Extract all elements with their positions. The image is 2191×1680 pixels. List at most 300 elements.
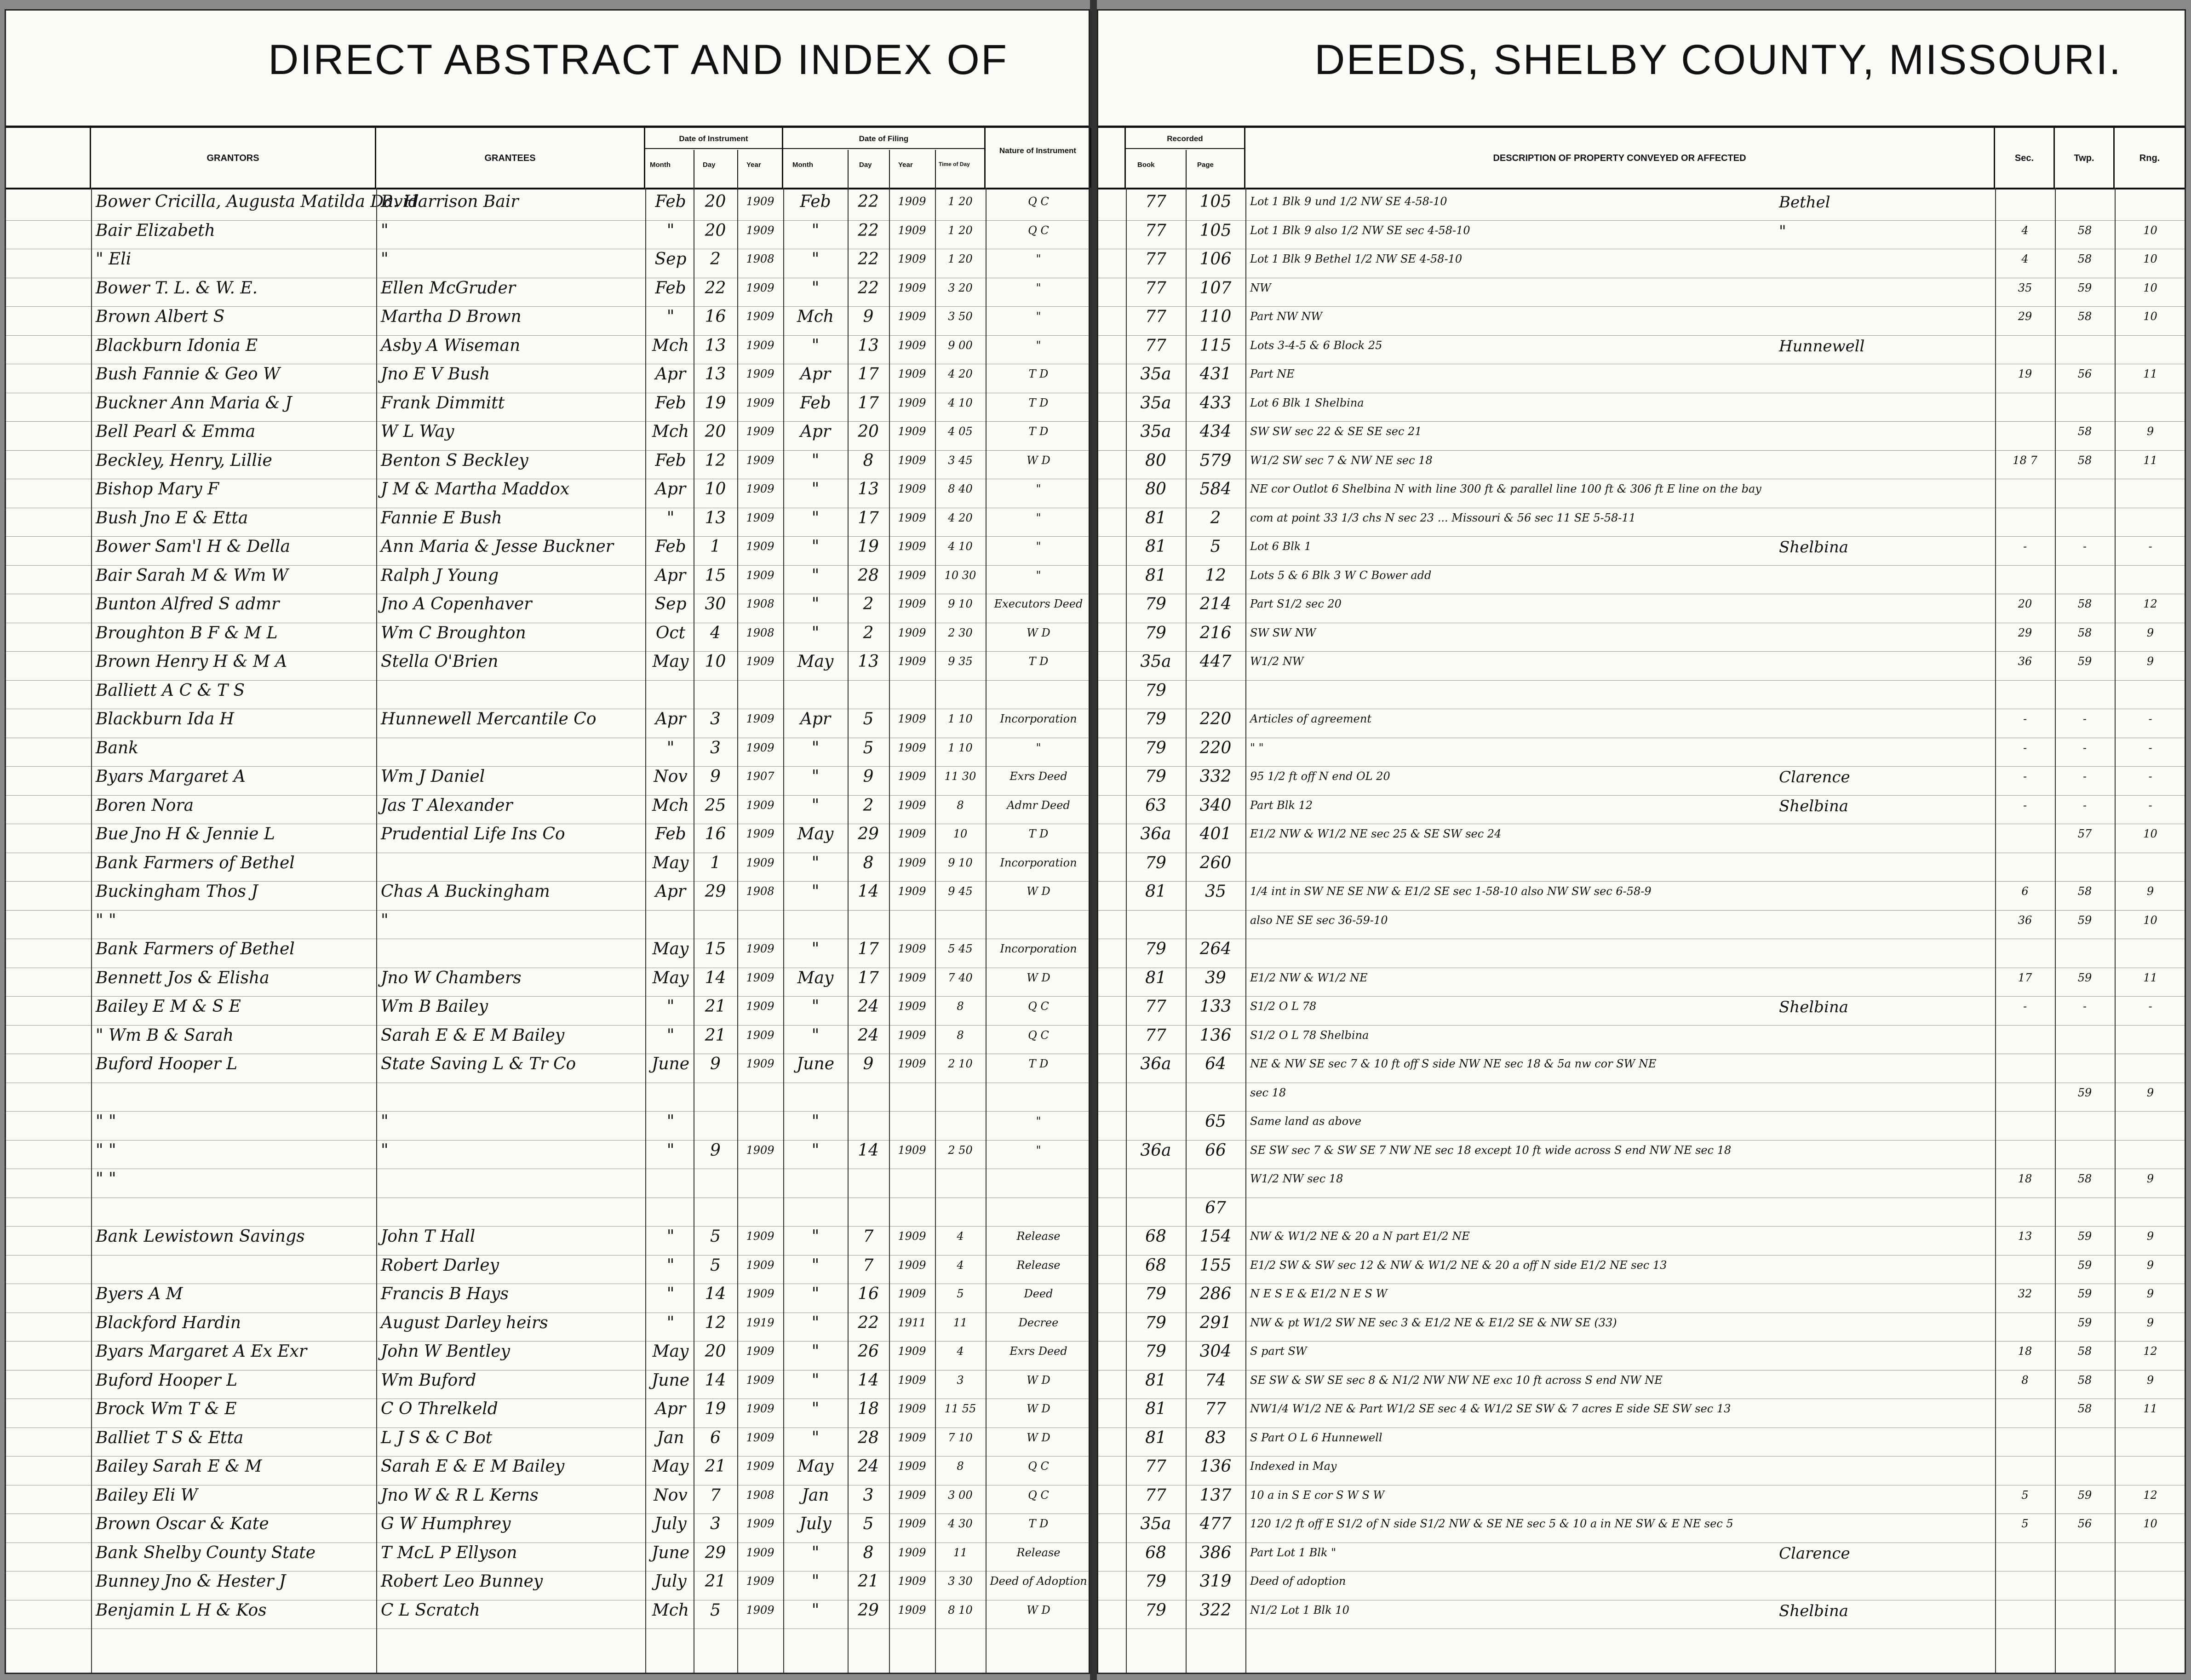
right-ledger-row: [1098, 651, 2185, 681]
page-cell: 322: [1199, 1600, 1232, 1620]
instrument-month-cell: July: [654, 1514, 687, 1533]
filing-day-cell: 22: [858, 250, 879, 269]
filing-time-cell: 11 30: [944, 770, 976, 783]
book-cell: 35a: [1140, 365, 1171, 384]
twp-cell: -: [2082, 741, 2087, 754]
grantor-cell: Bair Elizabeth: [96, 221, 215, 240]
nature-cell: ": [1036, 252, 1041, 265]
instrument-year-cell: 1909: [746, 827, 774, 840]
instrument-year-cell: 1909: [746, 540, 774, 553]
twp-cell: 58: [2077, 224, 2092, 237]
left-ledger-row: [6, 536, 1089, 566]
book-cell: 35a: [1140, 422, 1171, 441]
instrument-year-cell: 1909: [746, 338, 774, 352]
grantor-cell: Bank Shelby County State: [96, 1543, 316, 1562]
grantor-cell: Byers A M: [96, 1284, 183, 1303]
filing-time-cell: 2 50: [948, 1143, 973, 1157]
page-cell: 136: [1199, 1026, 1232, 1045]
instrument-year-cell: 1909: [746, 1575, 774, 1588]
filing-year-cell: 1909: [898, 310, 926, 323]
right-ledger-row: [1098, 766, 2185, 796]
grantee-cell: Fannie E Bush: [381, 508, 502, 528]
twp-cell: 59: [2077, 1287, 2092, 1300]
filing-month-cell: ": [811, 1026, 820, 1045]
left-ledger-row: [6, 824, 1089, 853]
right-ledger-row: [1098, 1485, 2185, 1514]
filing-month-cell: ": [811, 1428, 820, 1447]
nature-cell: W D: [1027, 885, 1050, 898]
instrument-day-cell: 22: [705, 278, 726, 298]
description-cell: W1/2 NW: [1250, 655, 1304, 668]
instrument-month-cell: Sep: [654, 595, 687, 614]
filing-time-cell: 4: [957, 1230, 964, 1243]
grantee-cell: Hunnewell Mercantile Co: [381, 710, 597, 728]
filing-year-cell: 1909: [898, 1575, 926, 1588]
filing-month-cell: ": [811, 221, 820, 240]
instrument-month-cell: Apr: [655, 710, 686, 728]
instrument-year-cell: 1909: [746, 453, 774, 467]
grantee-cell: Jno W Chambers: [381, 968, 522, 987]
rng-cell: 9: [2146, 885, 2154, 898]
filing-month-cell: ": [811, 1141, 820, 1160]
left-header-row: [6, 126, 1089, 189]
book-cell: 77: [1145, 307, 1166, 326]
rng-cell: -: [2148, 770, 2152, 783]
header-date-instrument: Date of Instrument Month Day Year: [645, 128, 783, 188]
grantor-cell: Byars Margaret A: [96, 767, 246, 786]
description-cell: SW SW sec 22 & SE SE sec 21: [1250, 425, 1422, 438]
description-cell: NW: [1250, 281, 1271, 294]
left-ledger-row: [6, 939, 1089, 968]
instrument-day-cell: 7: [710, 1485, 721, 1505]
twp-cell: -: [2082, 540, 2087, 553]
left-ledger-row: [6, 421, 1089, 451]
filing-day-cell: 7: [863, 1256, 874, 1275]
grantee-cell: Jas T Alexander: [381, 796, 513, 815]
instrument-year-cell: 1909: [746, 798, 774, 812]
left-ledger-row: [6, 1399, 1089, 1428]
grantor-cell: Bank Farmers of Bethel: [96, 853, 295, 872]
instrument-month-cell: May: [652, 652, 689, 671]
instrument-year-cell: 1909: [746, 1431, 774, 1444]
instrument-month-cell: July: [654, 1572, 687, 1591]
description-cell: S1/2 O L 78 Shelbina: [1250, 1028, 1369, 1042]
instrument-day-cell: 15: [705, 566, 726, 585]
filing-month-cell: ": [811, 480, 820, 499]
page-cell: 319: [1199, 1572, 1232, 1591]
instrument-day-cell: 20: [705, 1342, 726, 1361]
book-cell: 81: [1145, 566, 1166, 585]
description-cell: 1/4 int in SW NE SE NW & E1/2 SE sec 1-58-10 also NW SW sec 6-58-9: [1250, 885, 1652, 898]
page-cell: 136: [1199, 1457, 1232, 1476]
description-cell: SW SW NW: [1250, 626, 1316, 639]
filing-year-cell: 1909: [898, 655, 926, 668]
instrument-day-cell: 3: [710, 1514, 721, 1533]
filing-day-cell: 20: [858, 422, 879, 441]
page-cell: 332: [1199, 767, 1232, 786]
left-ledger-row: [6, 594, 1089, 623]
rng-cell: 9: [2146, 655, 2154, 668]
description-cell: sec 18: [1250, 1086, 1286, 1099]
book-cell: 36a: [1140, 1055, 1171, 1073]
nature-cell: Executors Deed: [994, 597, 1083, 610]
grantee-cell: J M & Martha Maddox: [381, 480, 570, 499]
grantor-cell: Bue Jno H & Jennie L: [96, 825, 275, 843]
grantor-cell: Bower T. L. & W. E.: [96, 278, 258, 298]
grantee-cell: ": [381, 1112, 389, 1131]
grantee-cell: Francis B Hays: [381, 1284, 509, 1303]
filing-time-cell: 4 10: [948, 396, 973, 409]
filing-year-cell: 1909: [898, 568, 926, 582]
book-cell: 77: [1145, 1026, 1166, 1045]
grantee-cell: Sarah E & E M Bailey: [381, 1457, 565, 1476]
filing-day-cell: 22: [858, 221, 879, 240]
town-note: Shelbina: [1779, 797, 1848, 815]
page-cell: 216: [1199, 623, 1232, 642]
description-cell: 120 1/2 ft off E S1/2 of N side S1/2 NW & SE NE sec 5 & 10 a in NE SW & E NE sec 5: [1250, 1517, 1733, 1530]
instrument-month-cell: ": [666, 1112, 675, 1131]
grantor-cell: " ": [96, 1141, 116, 1160]
book-cell: 79: [1145, 595, 1166, 614]
instrument-day-cell: 9: [710, 1055, 721, 1073]
book-cell: 81: [1145, 1399, 1166, 1418]
grantor-cell: Buford Hooper L: [96, 1370, 237, 1390]
filing-month-cell: ": [811, 1313, 820, 1332]
filing-month-cell: May: [797, 652, 834, 671]
description-cell: W1/2 SW sec 7 & NW NE sec 18: [1250, 453, 1433, 467]
instrument-day-cell: 2: [710, 250, 721, 269]
filing-month-cell: ": [811, 566, 820, 585]
page-cell: 106: [1199, 250, 1232, 269]
grantee-cell: Sarah E & E M Bailey: [381, 1026, 565, 1045]
rng-cell: 9: [2146, 626, 2154, 639]
book-cell: 68: [1145, 1227, 1166, 1246]
filing-time-cell: 4 20: [948, 367, 973, 380]
description-cell: S Part O L 6 Hunnewell: [1250, 1431, 1382, 1444]
sec-cell: 4: [2021, 224, 2029, 237]
grantee-cell: Benton S Beckley: [381, 451, 528, 470]
instrument-month-cell: Mch: [652, 336, 689, 355]
instrument-month-cell: June: [651, 1055, 690, 1073]
description-cell: Articles of agreement: [1250, 712, 1371, 725]
right-ledger-row: [1098, 623, 2185, 652]
right-ledger-row: [1098, 824, 2185, 853]
instrument-day-cell: 4: [710, 623, 721, 642]
grantor-cell: " ": [96, 911, 116, 930]
left-ledger-row: [6, 738, 1089, 767]
left-ledger-row: [6, 1226, 1089, 1256]
grantee-cell: Ellen McGruder: [381, 278, 516, 298]
grantee-cell: Ann Maria & Jesse Buckner: [381, 537, 614, 556]
rng-cell: 9: [2146, 1230, 2154, 1243]
filing-time-cell: 7 10: [948, 1431, 973, 1444]
filing-year-cell: 1909: [898, 1258, 926, 1272]
page-cell: 39: [1205, 968, 1226, 987]
grantor-cell: Brock Wm T & E: [96, 1399, 237, 1418]
left-ledger-row: [6, 766, 1089, 796]
grantee-cell: John W Bentley: [381, 1342, 510, 1361]
instrument-year-cell: 1909: [746, 655, 774, 668]
left-ledger-body: [6, 188, 1089, 1673]
twp-cell: 58: [2077, 252, 2092, 265]
instrument-day-cell: 10: [705, 480, 726, 499]
right-ledger-row: [1098, 881, 2185, 911]
nature-cell: W D: [1027, 1373, 1050, 1387]
filing-month-cell: ": [811, 882, 820, 901]
nature-cell: Release: [1016, 1230, 1061, 1243]
filing-day-cell: 13: [858, 652, 879, 671]
nature-cell: T D: [1028, 827, 1049, 840]
filing-year-cell: 1909: [898, 1028, 926, 1042]
filing-year-cell: 1909: [898, 1431, 926, 1444]
filing-month-cell: ": [811, 1370, 820, 1390]
grantee-cell: ": [381, 1141, 389, 1160]
sec-cell: 13: [2018, 1230, 2032, 1243]
book-cell: 79: [1145, 1342, 1166, 1361]
grantor-cell: Blackburn Idonia E: [96, 336, 258, 355]
right-ledger-row: [1098, 1140, 2185, 1170]
instrument-month-cell: June: [651, 1370, 690, 1390]
instrument-day-cell: 6: [710, 1428, 721, 1447]
left-ledger-row: [6, 479, 1089, 508]
right-ledger-row: [1098, 1054, 2185, 1083]
filing-year-cell: 1909: [898, 798, 926, 812]
nature-cell: W D: [1027, 453, 1050, 467]
right-ledger-row: [1098, 421, 2185, 451]
right-ledger-row: [1098, 1083, 2185, 1112]
rng-cell: 10: [2143, 224, 2157, 237]
grantee-cell: Wm J Daniel: [381, 767, 485, 786]
right-ledger-row: [1098, 795, 2185, 825]
filing-day-cell: 5: [863, 1514, 874, 1533]
instrument-day-cell: 5: [710, 1227, 721, 1246]
grantee-cell: August Darley heirs: [381, 1313, 548, 1332]
description-cell: S part SW: [1250, 1345, 1307, 1358]
instrument-year-cell: 1909: [746, 712, 774, 725]
twp-cell: 57: [2077, 827, 2092, 840]
filing-time-cell: 5: [957, 1287, 964, 1300]
filing-year-cell: 1909: [898, 626, 926, 639]
grantee-cell: T McL P Ellyson: [381, 1543, 517, 1562]
filing-time-cell: 8 40: [948, 482, 973, 495]
left-ledger-row: [6, 1169, 1089, 1198]
filing-day-cell: 19: [858, 537, 879, 556]
filing-time-cell: 9 35: [948, 655, 973, 668]
grantor-cell: Boren Nora: [96, 796, 194, 815]
filing-day-cell: 17: [858, 508, 879, 528]
left-ledger-row: [6, 968, 1089, 997]
book-cell: 35a: [1140, 652, 1171, 671]
description-cell: NW & pt W1/2 SW NE sec 3 & E1/2 NE & E1/2 SE & NW SE (33): [1250, 1316, 1617, 1329]
twp-cell: -: [2082, 798, 2087, 812]
page-cell: 291: [1199, 1313, 1232, 1332]
instrument-day-cell: 14: [705, 1370, 726, 1390]
sec-cell: 18: [2018, 1345, 2032, 1358]
filing-year-cell: 1909: [898, 540, 926, 553]
filing-time-cell: 8: [957, 1028, 964, 1042]
rng-cell: -: [2148, 741, 2152, 754]
left-ledger-row: [6, 1456, 1089, 1485]
grantor-cell: Beckley, Henry, Lillie: [96, 451, 272, 470]
rng-cell: 10: [2143, 252, 2157, 265]
twp-cell: 58: [2077, 453, 2092, 467]
instrument-year-cell: 1909: [746, 511, 774, 524]
filing-month-cell: ": [811, 796, 820, 815]
left-ledger-row: [6, 249, 1089, 278]
filing-month-cell: ": [811, 1227, 820, 1246]
book-cell: 68: [1145, 1543, 1166, 1562]
filing-year-cell: 1909: [898, 770, 926, 783]
instrument-year-cell: 1919: [746, 1316, 774, 1329]
twp-cell: -: [2082, 770, 2087, 783]
filing-month-cell: Feb: [800, 393, 831, 413]
filing-year-cell: 1909: [898, 1460, 926, 1473]
instrument-year-cell: 1909: [746, 1402, 774, 1415]
twp-cell: 58: [2077, 1402, 2092, 1415]
filing-month-cell: July: [799, 1514, 832, 1533]
filing-month-cell: ": [811, 767, 820, 786]
sec-cell: 18 7: [2013, 453, 2037, 467]
description-cell: com at point 33 1/3 chs N sec 23 ... Missouri & 56 sec 11 SE 5-58-11: [1250, 511, 1636, 524]
header-margin: [6, 128, 91, 188]
twp-cell: 59: [2077, 1258, 2092, 1272]
filing-day-cell: 21: [858, 1572, 879, 1591]
right-ledger-row: [1098, 364, 2185, 393]
grantee-cell: Frank Dimmitt: [381, 393, 505, 413]
filing-time-cell: 1 20: [948, 195, 973, 208]
grantor-cell: Bunney Jno & Hester J: [96, 1572, 286, 1591]
filing-year-cell: 1909: [898, 856, 926, 869]
book-cell: 35a: [1140, 393, 1171, 413]
instrument-month-cell: Apr: [655, 882, 686, 901]
filing-month-cell: ": [811, 1543, 820, 1562]
filing-year-cell: 1909: [898, 1287, 926, 1300]
filing-month-cell: ": [811, 250, 820, 269]
page-cell: 107: [1199, 278, 1232, 298]
book-cell: 36a: [1140, 825, 1171, 843]
book-cell: 79: [1145, 1313, 1166, 1332]
instrument-day-cell: 21: [705, 997, 726, 1016]
instrument-month-cell: Mch: [652, 1600, 689, 1620]
right-page-title: DEEDS, SHELBY COUNTY, MISSOURI.: [1314, 36, 2122, 83]
page-cell: 66: [1205, 1141, 1226, 1160]
instrument-day-cell: 30: [705, 595, 726, 614]
right-ledger-row: [1098, 1370, 2185, 1399]
instrument-year-cell: 1909: [746, 367, 774, 380]
filing-time-cell: 2 10: [948, 1057, 973, 1070]
nature-cell: ": [1036, 281, 1041, 294]
page-cell: 584: [1199, 480, 1232, 499]
filing-month-cell: ": [811, 940, 820, 958]
grantor-cell: Benjamin L H & Kos: [96, 1600, 267, 1620]
grantee-cell: G W Humphrey: [381, 1514, 511, 1533]
grantee-cell: L J S & C Bot: [381, 1428, 493, 1447]
filing-year-cell: 1909: [898, 1402, 926, 1415]
page-cell: 340: [1199, 796, 1232, 815]
right-ledger-row: [1098, 1571, 2185, 1600]
sec-cell: 20: [2018, 597, 2032, 610]
nature-cell: Deed: [1024, 1287, 1053, 1300]
town-note: Hunnewell: [1779, 337, 1865, 355]
book-cell: 81: [1145, 1370, 1166, 1390]
instrument-year-cell: 1909: [746, 195, 774, 208]
instrument-year-cell: 1909: [746, 425, 774, 438]
instrument-year-cell: 1909: [746, 1028, 774, 1042]
grantor-cell: Blackford Hardin: [96, 1313, 241, 1332]
left-ledger-row: [6, 1083, 1089, 1112]
nature-cell: ": [1036, 482, 1041, 495]
book-cell: 77: [1145, 336, 1166, 355]
filing-time-cell: 1 20: [948, 224, 973, 237]
left-ledger-row: [6, 996, 1089, 1026]
filing-month-cell: ": [811, 1256, 820, 1275]
right-ledger-row: [1098, 1255, 2185, 1284]
filing-year-cell: 1909: [898, 252, 926, 265]
right-ledger-row: [1098, 910, 2185, 940]
instrument-day-cell: 1: [710, 537, 721, 556]
filing-day-cell: 3: [863, 1485, 874, 1505]
filing-day-cell: 28: [858, 566, 879, 585]
filing-day-cell: 14: [858, 1370, 879, 1390]
grantor-cell: Balliett A C & T S: [96, 681, 245, 700]
left-ledger-row: [6, 1600, 1089, 1629]
page-cell: 431: [1199, 365, 1232, 384]
nature-cell: Decree: [1018, 1316, 1059, 1329]
filing-month-cell: ": [811, 997, 820, 1016]
left-ledger-row: [6, 565, 1089, 595]
book-cell: 79: [1145, 710, 1166, 728]
town-note: Clarence: [1779, 1544, 1850, 1563]
right-ledger-row: [1098, 1313, 2185, 1342]
right-ledger-row: [1098, 565, 2185, 595]
left-ledger-row: [6, 278, 1089, 307]
instrument-day-cell: 12: [705, 451, 726, 470]
rng-cell: 10: [2143, 310, 2157, 323]
right-ledger-row: [1098, 853, 2185, 882]
instrument-day-cell: 21: [705, 1572, 726, 1591]
filing-month-cell: Jan: [802, 1485, 829, 1505]
page-cell: 2: [1210, 508, 1221, 528]
nature-cell: ": [1036, 540, 1041, 553]
instrument-month-cell: Sep: [654, 250, 687, 269]
filing-year-cell: 1909: [898, 1345, 926, 1358]
instrument-month-cell: Feb: [655, 451, 686, 470]
instrument-year-cell: 1909: [746, 1258, 774, 1272]
left-ledger-row: [6, 1514, 1089, 1543]
page-cell: 115: [1199, 336, 1232, 355]
instrument-month-cell: Mch: [652, 422, 689, 441]
left-ledger-row: [6, 1313, 1089, 1342]
right-ledger-row: [1098, 393, 2185, 422]
filing-day-cell: 8: [863, 853, 874, 872]
page-cell: 67: [1205, 1198, 1226, 1217]
filing-day-cell: 14: [858, 1141, 879, 1160]
grantee-cell: W L Way: [381, 422, 454, 441]
grantor-cell: Buford Hooper L: [96, 1055, 237, 1073]
left-ledger-row: [6, 623, 1089, 652]
filing-day-cell: 22: [858, 278, 879, 298]
filing-year-cell: 1909: [898, 1000, 926, 1013]
sec-cell: -: [2023, 540, 2027, 553]
rng-cell: -: [2148, 1000, 2152, 1013]
town-note: Bethel: [1779, 193, 1830, 212]
grantee-cell: Chas A Buckingham: [381, 882, 550, 901]
grantor-cell: Bair Sarah M & Wm W: [96, 566, 288, 585]
left-ledger-row: [6, 393, 1089, 422]
instrument-month-cell: Mch: [652, 796, 689, 815]
nature-cell: W D: [1027, 971, 1050, 984]
filing-time-cell: 4 20: [948, 511, 973, 524]
